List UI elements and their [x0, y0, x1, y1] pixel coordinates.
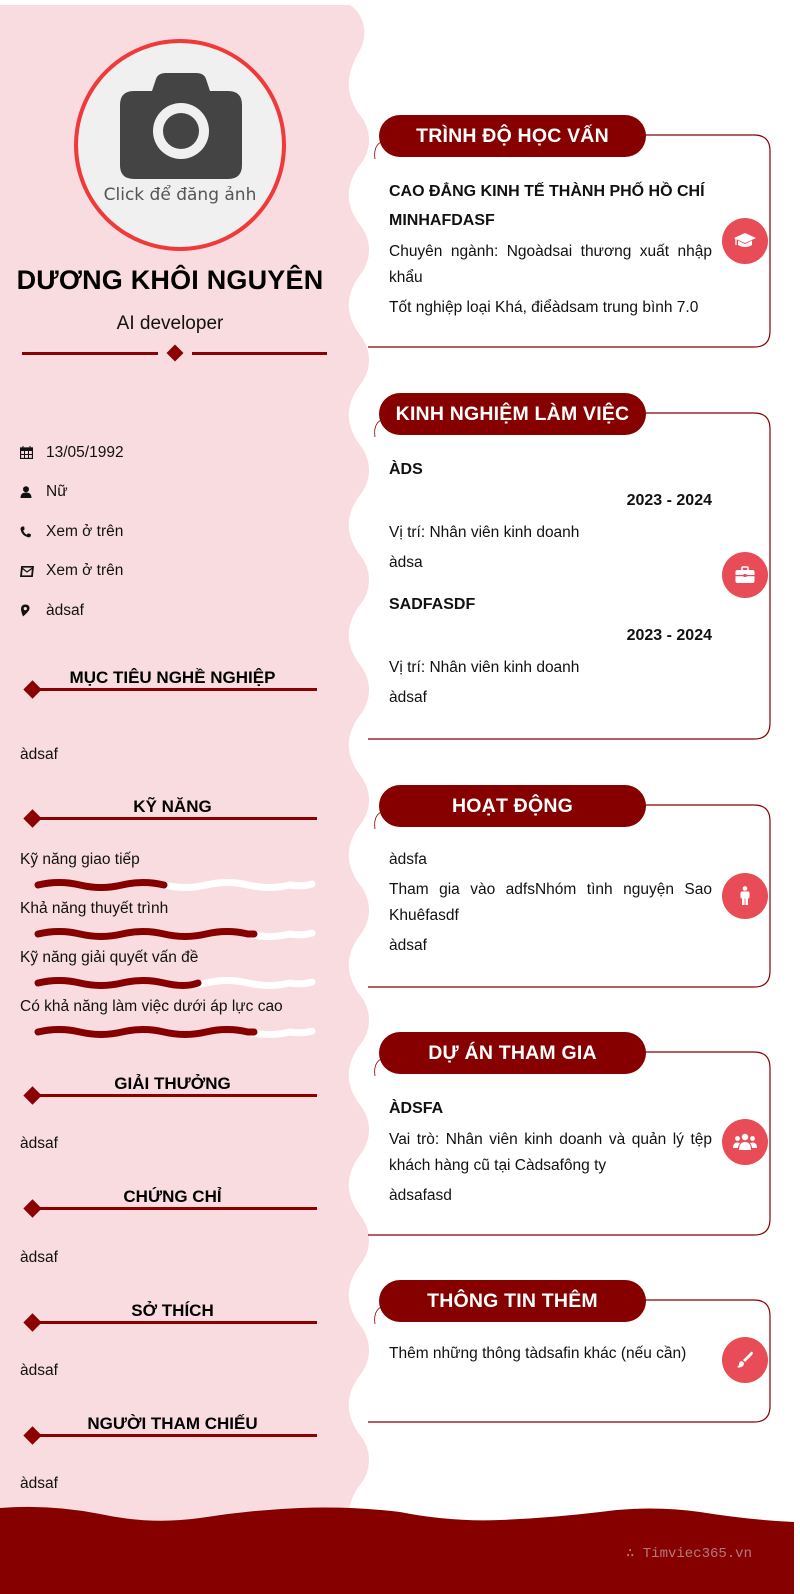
section-title-skills: KỸ NĂNG [22, 797, 317, 825]
phone-icon [20, 526, 46, 538]
experience-section [368, 393, 772, 741]
graduation-cap-icon [722, 218, 768, 264]
user-icon [20, 486, 46, 498]
upload-photo-label: Click để đăng ảnh [103, 185, 257, 205]
experience-company: ÀDS [389, 461, 423, 478]
project-role: Vai trò: Nhân viên kinh doanh và quản lý tệp khách hàng cũ tại Càdsafông ty [389, 1131, 712, 1174]
education-section [368, 115, 772, 349]
name-divider [22, 346, 327, 360]
activity-name: àdsfa [389, 851, 427, 868]
experience-title: KINH NGHIỆM LÀM VIỆC [379, 393, 646, 435]
skill-bar [34, 879, 316, 891]
contact-address [20, 591, 320, 631]
section-title-references: NGƯỜI THAM CHIẾU [22, 1414, 317, 1442]
skill-label: Kỹ năng giải quyết vấn đề [20, 949, 199, 966]
paintbrush-icon [722, 1337, 768, 1383]
camera-icon [120, 73, 242, 179]
section-title-hobbies: SỞ THÍCH [22, 1301, 317, 1329]
additional-info-body [389, 1341, 712, 1371]
experience-period: 2023 - 2024 [626, 492, 712, 509]
skill-label: Khả năng thuyết trình [20, 900, 169, 917]
calendar-icon [20, 446, 46, 459]
hobbies-text: àdsaf [20, 1362, 58, 1379]
contact-email [20, 552, 320, 592]
experience-position: Vị trí: Nhân viên kinh doanh [389, 659, 580, 676]
education-major: Chuyên ngành: Ngoàdsai thương xuất nhập khẩu [389, 243, 712, 286]
section-title-certificates: CHỨNG CHỈ [22, 1187, 317, 1215]
contact-phone [20, 512, 320, 552]
experience-description: àdsa [389, 554, 423, 571]
sidebar [0, 5, 345, 1525]
skill-label: Kỹ năng giao tiếp [20, 851, 140, 868]
location-icon [20, 604, 46, 617]
footer [0, 1500, 794, 1594]
contact-email-value: Xem ở trên [46, 562, 124, 580]
skill-label: Có khả năng làm việc dưới áp lực cao [20, 998, 283, 1015]
avatar-upload[interactable] [74, 39, 286, 251]
job-title: AI developer [116, 313, 224, 334]
activities-section [368, 785, 772, 989]
contact-birthday-value: 13/05/1992 [46, 443, 124, 461]
references-text: àdsaf [20, 1475, 58, 1492]
project-name: ÀDSFA [389, 1100, 444, 1117]
users-icon [722, 1119, 768, 1165]
contact-gender-value: Nữ [46, 483, 68, 501]
contact-address-value: àdsaf [46, 601, 84, 619]
contact-birthday [20, 433, 320, 473]
contact-gender [20, 473, 320, 513]
experience-company: SADFASDF [389, 596, 476, 613]
projects-body [389, 1094, 712, 1213]
objective-text: àdsaf [20, 746, 58, 763]
skill-bar [34, 928, 316, 940]
email-icon [20, 566, 46, 577]
activities-body [389, 847, 712, 963]
experience-position: Vị trí: Nhân viên kinh doanh [389, 524, 580, 541]
skill-bar [34, 1026, 316, 1038]
education-school: CAO ĐẲNG KINH TẾ THÀNH PHỐ HỒ CHÍ MINHAFDASF [389, 183, 705, 229]
certificates-text: àdsaf [20, 1249, 58, 1266]
additional-info-title: THÔNG TIN THÊM [379, 1280, 646, 1322]
section-title-objective: MỤC TIÊU NGHỀ NGHIỆP [22, 668, 317, 696]
experience-body [389, 455, 712, 715]
activity-extra: àdsaf [389, 937, 427, 954]
additional-info-section [368, 1280, 772, 1424]
experience-item [389, 590, 712, 711]
briefcase-icon [722, 552, 768, 598]
person-icon [722, 873, 768, 919]
activity-description: Tham gia vào adfsNhóm tình nguyện Sao Khuêfasdf [389, 881, 712, 924]
education-title: TRÌNH ĐỘ HỌC VẤN [379, 115, 646, 157]
additional-info-text: Thêm những thông tàdsafin khác (nếu cần) [389, 1345, 687, 1362]
project-description: àdsafasd [389, 1187, 452, 1204]
experience-description: àdsaf [389, 689, 427, 706]
footer-brand: ∴ Timviec365.vn [625, 1546, 752, 1562]
projects-title: DỰ ÁN THAM GIA [379, 1032, 646, 1074]
experience-item [389, 455, 712, 576]
skill-bar [34, 977, 316, 989]
awards-text: àdsaf [20, 1135, 58, 1152]
education-result: Tốt nghiệp loại Khá, điểàdsam trung bình 7.0 [389, 299, 699, 316]
contact-list [20, 433, 320, 631]
experience-period: 2023 - 2024 [626, 627, 712, 644]
activities-title: HOẠT ĐỘNG [379, 785, 646, 827]
candidate-name: DƯƠNG KHÔI NGUYÊN [16, 265, 324, 295]
section-title-awards: GIẢI THƯỞNG [22, 1074, 317, 1102]
education-body [389, 177, 712, 325]
contact-phone-value: Xem ở trên [46, 522, 124, 540]
projects-section [368, 1032, 772, 1237]
